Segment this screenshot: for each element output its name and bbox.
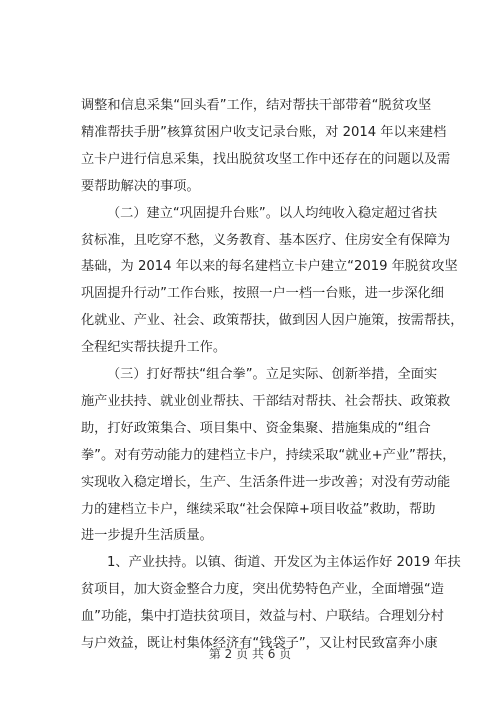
- text-line: 要帮助解决的事项。: [81, 179, 200, 194]
- text-line: 助，打好政策集合、项目集中、资金集聚、措施集成的“组合: [81, 421, 431, 436]
- text-line: 进一步提升生活质量。: [81, 528, 213, 543]
- page-footer: 第 2 页 共 6 页: [208, 647, 292, 661]
- text-line: 实现收入稳定增长，生产、生活条件进一步改善；对没有劳动能: [81, 475, 451, 490]
- text-line: 基础，为 2014 年以来的每名建档立卡户建立“2019 年脱贫攻坚: [81, 259, 458, 274]
- text-line: 施产业扶持、就业创业帮扶、干部结对帮扶、社会帮扶、政策救: [81, 394, 451, 409]
- text-line: 全程纪实帮扶提升工作。: [81, 340, 227, 355]
- text-line: 化就业、产业、社会、政策帮扶，做到因人因户施策，按需帮扶，: [81, 313, 464, 328]
- text-line: 贫标准，且吃穿不愁，义务教育、基本医疗、住房安全有保障为: [81, 233, 451, 248]
- text-line: 巩固提升行动”工作台账，按照一户一档一台账，进一步深化细: [81, 286, 444, 301]
- text-line: 贫项目，加大资金整合力度，突出优势特色产业，全面增强“造: [81, 582, 444, 597]
- section-heading-line: 1、产业扶持。以镇、街道、开发区为主体运作好 2019 年扶: [107, 555, 461, 570]
- text-line: 立卡户进行信息采集，找出脱贫攻坚工作中还存在的问题以及需: [81, 152, 451, 167]
- text-line: 精准帮扶手册”核算贫困户收支记录台账，对 2014 年以来建档: [81, 125, 447, 140]
- text-line: 拳”。对有劳动能力的建档立卡户，持续采取“就业+产业”帮扶，: [81, 448, 456, 463]
- section-heading-line: （三）打好帮扶“组合拳”。立足实际、创新举措，全面实: [107, 367, 438, 382]
- section-heading-line: （二）建立“巩固提升台账”。以人均纯收入稳定超过省扶: [107, 206, 438, 221]
- text-line: 血”功能，集中打造扶贫项目，效益与村、户联结。合理划分村: [81, 609, 444, 624]
- text-line: 与户效益，既让村集体经济有“钱袋子”，又让村民致富奔小康: [81, 636, 438, 651]
- text-line: 调整和信息采集“回头看”工作，结对帮扶干部带着“脱贫攻坚: [81, 98, 432, 113]
- text-line: 力的建档立卡户，继续采取“社会保障+项目收益”救助，帮助: [81, 502, 436, 517]
